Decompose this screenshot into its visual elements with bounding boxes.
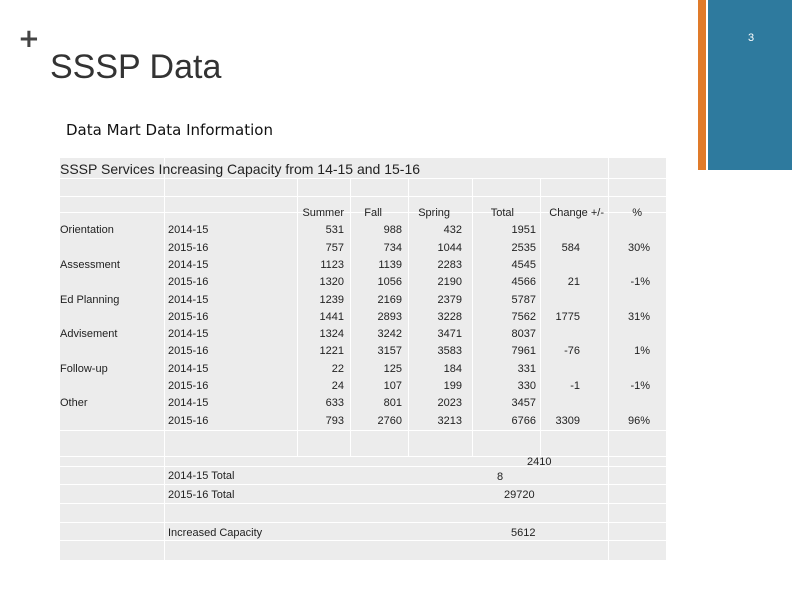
summer-cell: 1441 [319,311,344,323]
page-subtitle: Data Mart Data Information [66,121,273,139]
total-cell: 8037 [511,328,536,340]
percent-cell: 31% [627,311,650,323]
page-number: 3 [748,32,755,44]
spring-cell: 1044 [437,242,462,254]
year-cell: 2015-16 [168,276,209,288]
service-label: Other [60,397,88,409]
change-cell: 21 [567,276,580,288]
summer-cell: 1123 [320,259,344,271]
total-1516-value: 29720 [504,489,535,501]
spring-cell: 432 [443,224,462,236]
year-cell: 2014-15 [168,328,209,340]
spring-cell: 199 [443,380,462,392]
change-cell: -1 [570,380,580,392]
summer-cell: 531 [325,224,344,236]
fall-cell: 3157 [377,345,402,357]
total-cell: 330 [517,380,536,392]
percent-cell: 30% [627,242,650,254]
total-cell: 1951 [511,224,536,236]
summer-cell: 633 [325,397,344,409]
total-cell: 4545 [511,259,536,271]
header-summer: Summer [302,207,344,219]
fall-cell: 1139 [378,259,402,271]
percent-cell: 1% [634,345,650,357]
year-cell: 2015-16 [168,415,209,427]
service-label: Follow-up [60,363,108,375]
summer-cell: 24 [331,380,344,392]
change-cell: 584 [561,242,580,254]
year-cell: 2014-15 [168,397,209,409]
header-percent: % [632,207,642,219]
summer-cell: 1221 [319,345,344,357]
spring-cell: 2283 [437,259,462,271]
fall-cell: 734 [383,242,402,254]
year-cell: 2015-16 [168,242,209,254]
increased-capacity-label: Increased Capacity [168,527,263,539]
change-cell: -76 [564,345,580,357]
service-label: Ed Planning [60,294,120,306]
total-cell: 7562 [511,311,536,323]
year-cell: 2014-15 [168,224,209,236]
fall-cell: 2169 [377,294,402,306]
header-fall: Fall [364,207,382,219]
spring-cell: 2379 [437,294,462,306]
year-cell: 2014-15 [168,294,209,306]
total-1415-value: 2410 [527,456,552,468]
total-cell: 2535 [511,242,536,254]
fall-cell: 1056 [377,276,402,288]
spring-cell: 3583 [437,345,462,357]
change-cell: 3309 [555,415,580,427]
spring-cell: 3213 [437,415,462,427]
fall-cell: 2760 [377,415,402,427]
spring-cell: 184 [443,363,462,375]
total-cell: 4566 [511,276,536,288]
spring-cell: 3471 [437,328,462,340]
total-1415-label: 2014-15 Total [168,470,235,482]
year-cell: 2015-16 [168,311,209,323]
percent-cell: -1% [630,380,650,392]
fall-cell: 2893 [377,311,402,323]
summer-cell: 793 [325,415,344,427]
total-cell: 7961 [511,345,536,357]
year-cell: 2014-15 [168,363,209,375]
total-cell: 5787 [511,294,536,306]
fall-cell: 988 [383,224,402,236]
summer-cell: 757 [325,242,344,254]
percent-cell: -1% [630,276,650,288]
page-title: SSSP Data [50,48,222,86]
increased-capacity-value: 5612 [511,527,536,539]
summer-cell: 1320 [319,276,344,288]
header-spring: Spring [418,207,450,219]
total-cell: 331 [517,363,536,375]
fall-cell: 107 [383,380,402,392]
summer-cell: 1324 [319,328,344,340]
summer-cell: 1239 [319,294,344,306]
header-total: Total [490,207,514,219]
percent-cell: 96% [627,415,650,427]
service-label: Assessment [60,259,120,271]
total-1516-label: 2015-16 Total [168,489,235,501]
year-cell: 2014-15 [168,259,209,271]
total-cell: 3457 [511,397,536,409]
total-1415-value-suffix: 8 [497,471,504,483]
fall-cell: 801 [383,397,402,409]
service-label: Advisement [60,328,118,340]
header-change: Change +/- [549,207,604,219]
fall-cell: 125 [383,363,402,375]
table-title: SSSP Services Increasing Capacity from 14-15 and 15-16 [60,161,421,177]
spring-cell: 2190 [437,276,462,288]
year-cell: 2015-16 [168,380,209,392]
total-cell: 6766 [511,415,536,427]
year-cell: 2015-16 [168,345,209,357]
spring-cell: 3228 [437,311,462,323]
change-cell: 1775 [555,311,580,323]
accent-bar-orange [698,0,706,170]
accent-bar-blue [708,0,792,170]
spring-cell: 2023 [437,397,462,409]
plus-icon: + [18,24,40,54]
summer-cell: 22 [331,363,344,375]
fall-cell: 3242 [377,328,402,340]
service-label: Orientation [60,224,114,236]
